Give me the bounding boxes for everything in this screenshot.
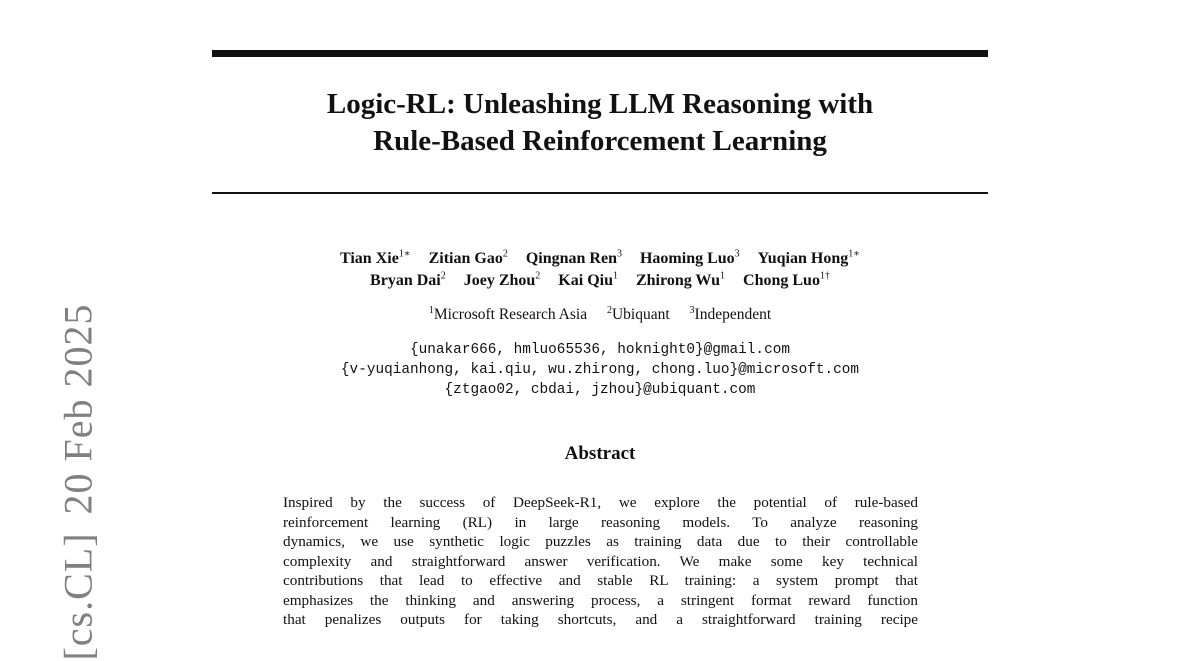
author-mark: 3	[616, 248, 622, 260]
affiliation-list	[212, 304, 988, 326]
author-list	[212, 248, 988, 292]
title-line: Rule-Based Reinforcement Learning	[373, 125, 827, 157]
abstract-body	[283, 493, 918, 630]
author	[526, 250, 622, 267]
paper-title	[212, 86, 988, 160]
author	[636, 272, 725, 289]
affiliation	[429, 306, 587, 323]
email-line: {unakar666, hmluo65536, hoknight0}@gmail.com	[410, 342, 790, 358]
email-list	[212, 340, 988, 400]
author-mark: 2	[502, 248, 508, 260]
abstract-line: emphasizes the thinking and answering process, a stringent format reward function	[283, 591, 918, 609]
author	[340, 250, 411, 267]
title-top-rule	[212, 50, 988, 57]
affiliation-mark: 2	[606, 304, 612, 316]
author	[640, 250, 740, 267]
abstract-line: that penalizes outputs for taking shortcuts, and a straightforward training recipe	[283, 611, 918, 628]
affiliation-mark: 3	[689, 304, 695, 316]
abstract-line: Inspired by the success of DeepSeek-R1, we explore the potential of rule-based	[283, 494, 918, 511]
author-name: Zitian Gao	[428, 250, 503, 267]
affiliation-name: Microsoft Research Asia	[433, 306, 588, 323]
affiliation	[690, 306, 772, 323]
affiliation-name: Ubiquant	[611, 306, 670, 323]
arxiv-date: 20 Feb 2025	[55, 303, 101, 515]
author-mark: 1	[612, 270, 618, 282]
author-name: Tian Xie	[339, 250, 399, 267]
author-line	[212, 248, 988, 270]
author-name: Joey Zhou	[463, 272, 536, 289]
email-line: {v-yuqianhong, kai.qiu, wu.zhirong, chong.luo}@microsoft.com	[340, 362, 860, 378]
abstract-line: contributions that lead to effective and stable RL training: a system prompt that	[283, 572, 918, 589]
author-mark: 1†	[819, 270, 830, 282]
author-mark: 2	[535, 270, 541, 282]
title-bottom-rule	[212, 192, 988, 194]
affiliation-mark: 1	[428, 304, 434, 316]
author	[429, 250, 508, 267]
author	[558, 272, 618, 289]
author	[464, 272, 541, 289]
author-line	[212, 270, 988, 292]
arxiv-stamp	[55, 303, 102, 660]
author-mark: 1	[720, 270, 726, 282]
author	[370, 272, 446, 289]
author	[758, 250, 860, 267]
author-name: Haoming Luo	[639, 250, 735, 267]
author-mark: 2	[440, 270, 446, 282]
abstract-line: reinforcement learning (RL) in large reasoning models. To analyze reasoning	[283, 513, 918, 531]
affiliation-name: Independent	[694, 306, 772, 323]
arxiv-category: [cs.CL]	[55, 532, 101, 661]
abstract-line: dynamics, we use synthetic logic puzzles as training data due to their controllable	[283, 533, 918, 550]
author-mark: 3	[734, 248, 740, 260]
author-name: Qingnan Ren	[525, 250, 617, 267]
author	[743, 272, 830, 289]
abstract-heading: Abstract	[564, 443, 636, 464]
author-mark: 1∗	[398, 248, 411, 260]
author-mark: 1∗	[848, 248, 861, 260]
author-name: Bryan Dai	[370, 272, 441, 289]
author-name: Kai Qiu	[558, 272, 613, 289]
author-name: Zhirong Wu	[635, 272, 721, 289]
email-line: {ztgao02, cbdai, jzhou}@ubiquant.com	[444, 382, 756, 398]
abstract-line: complexity and straightforward answer verification. We make some key technical	[283, 552, 918, 570]
affiliation	[607, 306, 670, 323]
author-name: Chong Luo	[743, 272, 820, 289]
title-line: Logic-RL: Unleashing LLM Reasoning with	[326, 88, 874, 120]
author-name: Yuqian Hong	[757, 250, 849, 267]
